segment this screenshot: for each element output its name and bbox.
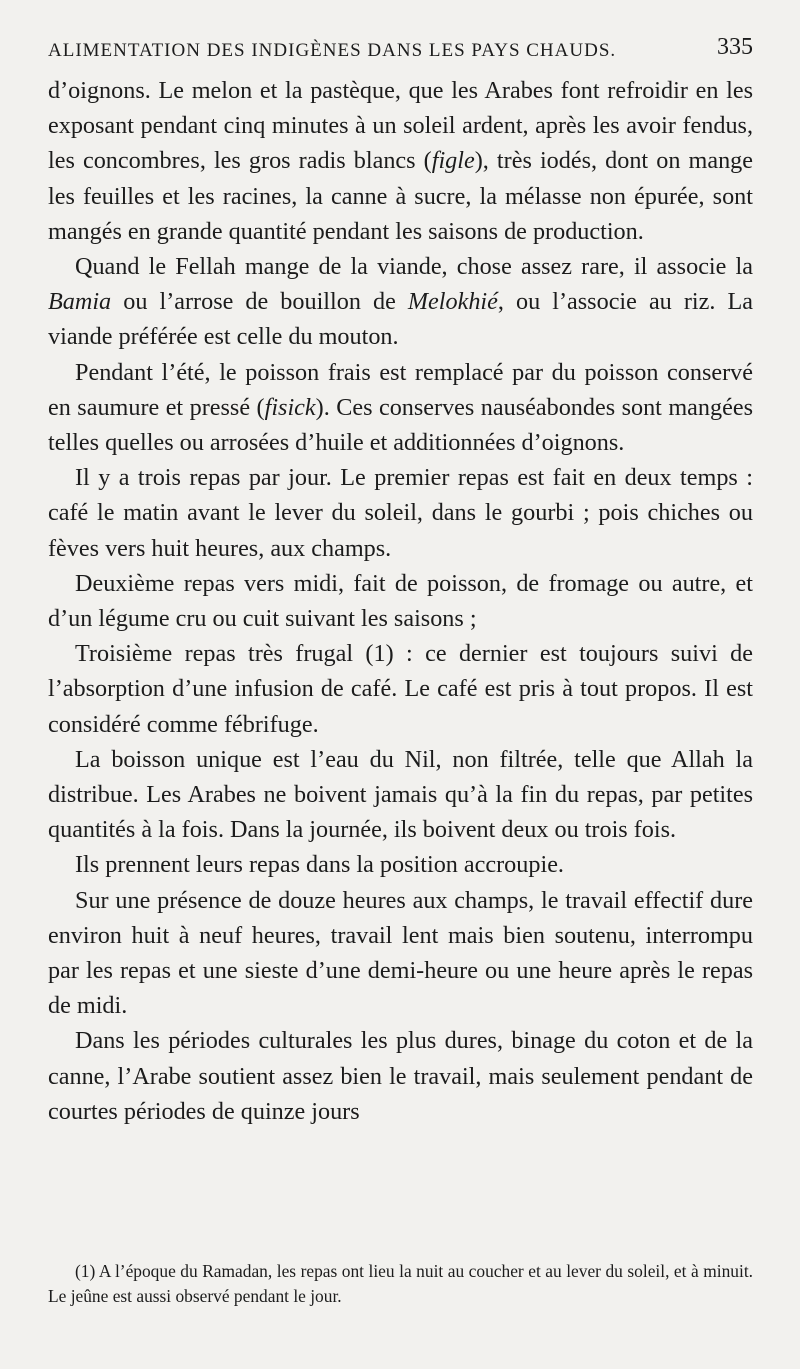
text-span: ). Ces conserves nauséabondes sont mangées telles quelles ou arrosées d’huile et additionnées d’oignons.: [48, 393, 753, 457]
text-span: Dans les périodes culturales les plus dures, binage du coton et de la canne, l’Arabe soutient assez bien le travail, mais seulement pendant de courtes périodes de quinze jours: [48, 1027, 753, 1125]
paragraph: [48, 636, 753, 742]
italic-term: Bamia: [48, 288, 112, 316]
paragraph: [48, 742, 753, 848]
paragraph: [48, 1023, 753, 1129]
text-span: ), très iodés, dont on mange les feuilles et les racines, la canne à sucre, la mélasse non épurée, sont mangés en grande quantité pendant les saisons de production.: [48, 147, 753, 245]
text-span: Troisième repas très frugal (1) : ce dernier est toujours suivi de l’absorption d’une infusion de café. Le café est pris à tout propos. Il est considéré comme fébrifuge.: [48, 640, 753, 738]
paragraph: [48, 883, 753, 1024]
text-span: ou l’arrose de bouillon de: [111, 288, 408, 316]
page-header: [48, 34, 753, 68]
paragraph: [48, 460, 753, 566]
body-text: [48, 73, 753, 1129]
footnote: (1) A l’époque du Ramadan, les repas ont lieu la nuit au coucher et au lever du soleil, et à minuit. Le jeûne est aussi observé pendant le jour.: [48, 1261, 753, 1306]
paragraph: [48, 355, 753, 461]
text-span: Pendant l’été, le poisson frais est remplacé par du poisson conservé en saumure et pressé (: [48, 358, 753, 421]
text-span: Il y a trois repas par jour. Le premier repas est fait en deux temps : café le matin avant le lever du soleil, dans le gourbi ; pois chiches ou fèves vers huit heures, aux champs.: [48, 464, 753, 562]
paragraph: [48, 249, 753, 355]
text-span: Sur une présence de douze heures aux champs, le travail effectif dure environ huit à neuf heures, travail lent mais bien soutenu, interrompu par les repas et une sieste d’une demi-heure ou une heure après le repas de midi.: [48, 886, 753, 1020]
text-span: Quand le Fellah mange de la viande, chose assez rare, il associe la: [75, 253, 753, 281]
text-span: Ils prennent leurs repas dans la position accroupie.: [75, 851, 564, 879]
italic-term: Melokhié: [407, 288, 498, 316]
text-span: d’oignons. Le melon et la pastèque, que les Arabes font refroidir en les exposant pendant cinq minutes à un soleil ardent, après les avoir fendus, les concombres, les gros radis blancs (: [48, 77, 753, 175]
paragraph: [48, 73, 753, 249]
paragraph: [48, 847, 753, 882]
text-span: , ou l’associe au riz. La viande préférée est celle du mouton.: [48, 288, 753, 351]
page-number: 335: [717, 34, 753, 60]
italic-term: figle: [431, 147, 475, 175]
paragraph: [48, 566, 753, 636]
running-title: ALIMENTATION DES INDIGÈNES DANS LES PAYS CHAUDS.: [48, 40, 617, 61]
text-span: La boisson unique est l’eau du Nil, non filtrée, telle que Allah la distribue. Les Arabes ne boivent jamais qu’à la fin du repas, par petites quantités à la fois. Dans la journée, ils boivent deux ou trois fois.: [48, 745, 753, 844]
italic-term: fisick: [264, 393, 316, 421]
text-span: Deuxième repas vers midi, fait de poisson, de fromage ou autre, et d’un légume cru ou cuit suivant les saisons ;: [48, 569, 753, 633]
